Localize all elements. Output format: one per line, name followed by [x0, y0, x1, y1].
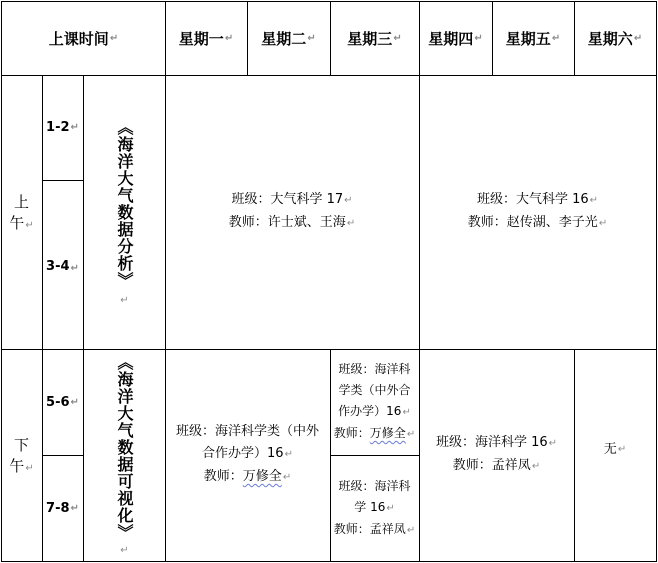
return-mark: ↵ [633, 33, 643, 44]
afternoon-mon-teacher-name: 万修全 [242, 469, 282, 484]
afternoon-thu-class: 班级：海洋科学 16 [435, 435, 548, 450]
header-wed-label: 星期三 [347, 30, 393, 48]
afternoon-wed-top-line3: 作办学）16 [338, 404, 402, 418]
return-mark: ↵ [406, 429, 416, 440]
afternoon-wed-bottom [330, 455, 419, 561]
afternoon-course [83, 349, 165, 561]
period-1-2-label: 1-2 [46, 120, 70, 135]
return-mark: ↵ [617, 444, 627, 455]
return-mark: ↵ [531, 461, 541, 472]
period-3-4-label: 3-4 [46, 259, 70, 274]
return-mark: ↵ [393, 33, 402, 44]
period-5-6 [42, 349, 83, 455]
return-mark: ↵ [70, 502, 79, 514]
afternoon-course-mark: ↵ [120, 545, 129, 556]
period-5-6-label: 5-6 [46, 394, 70, 410]
header-tue [247, 1, 330, 76]
period-7-8 [42, 455, 83, 561]
return-mark: ↵ [386, 502, 395, 514]
period-7-8-label: 7-8 [46, 500, 70, 516]
morning-label-line2: 午 [9, 214, 25, 232]
period-3-4 [42, 180, 83, 349]
afternoon-label [1, 349, 42, 561]
afternoon-mon-class-2: 合作办学）16 [202, 446, 284, 461]
return-mark: ↵ [25, 463, 34, 474]
header-fri [492, 1, 574, 76]
header-fri-label: 星期五 [505, 30, 551, 48]
morning-thu-class: 班级：大气科学 16 [476, 192, 589, 207]
return-mark: ↵ [307, 33, 316, 44]
afternoon-wed-top [330, 349, 419, 455]
return-mark: ↵ [70, 396, 79, 408]
return-mark: ↵ [344, 195, 353, 206]
afternoon-sat-value: 无 [603, 442, 617, 457]
return-mark: ↵ [284, 449, 293, 460]
return-mark: ↵ [598, 218, 608, 229]
afternoon-thu-teacher: 教师：孟祥凤 [452, 458, 531, 473]
afternoon-wed-top-line1: 班级：海洋科 [338, 362, 411, 376]
period-1-2 [42, 75, 83, 180]
afternoon-mon-class-1: 班级：海洋科学类（中外 [175, 424, 319, 439]
morning-mon-block [165, 75, 419, 349]
return-mark: ↵ [346, 218, 356, 229]
return-mark: ↵ [109, 33, 119, 44]
header-sat [574, 1, 656, 76]
afternoon-wed-top-teacher-name: 万修全 [369, 426, 406, 440]
morning-mon-teacher: 教师：许士斌、王海 [228, 215, 346, 230]
header-mon [165, 1, 247, 76]
morning-course-title: 《海洋大气数据分析》 [115, 118, 134, 289]
afternoon-wed-bottom-teacher: 教师：孟祥凤 [333, 521, 406, 536]
return-mark: ↵ [224, 33, 234, 44]
header-mon-label: 星期一 [178, 30, 224, 48]
return-mark: ↵ [282, 472, 292, 483]
morning-thu-block [419, 75, 656, 349]
afternoon-course-title: 《海洋大气数据可视化》 [115, 354, 134, 541]
return-mark: ↵ [25, 220, 34, 231]
header-wed [330, 1, 419, 76]
afternoon-sat [574, 349, 656, 561]
header-time [1, 1, 166, 76]
return-mark: ↵ [406, 524, 416, 536]
return-mark: ↵ [589, 195, 599, 206]
header-sat-label: 星期六 [587, 30, 633, 48]
afternoon-label-line1: 下 [13, 436, 29, 454]
header-thu [419, 1, 492, 76]
morning-course [83, 75, 165, 349]
morning-mon-class: 班级：大气科学 17 [231, 192, 344, 207]
return-mark: ↵ [70, 122, 79, 133]
border-bottom [1, 561, 657, 562]
afternoon-mon-block [165, 349, 330, 561]
return-mark: ↵ [474, 33, 483, 44]
return-mark: ↵ [548, 438, 558, 449]
afternoon-mon-teacher-prefix: 教师： [203, 469, 243, 484]
afternoon-wed-bottom-line1: 班级：海洋科 [338, 478, 411, 493]
border-right [656, 1, 657, 562]
morning-label [1, 75, 42, 349]
afternoon-thu-block [419, 349, 574, 561]
afternoon-wed-top-line2: 学类（中外合 [338, 383, 411, 397]
morning-course-mark: ↵ [120, 294, 129, 306]
return-mark: ↵ [70, 263, 79, 274]
header-tue-label: 星期二 [261, 30, 307, 48]
afternoon-wed-bottom-line2: 学 16 [354, 499, 386, 514]
morning-thu-teacher: 教师：赵传湖、李子光 [467, 215, 598, 230]
afternoon-label-line2: 午 [9, 457, 25, 475]
header-time-label: 上课时间 [48, 30, 109, 48]
return-mark: ↵ [551, 33, 561, 44]
afternoon-wed-top-teacher-prefix: 教师： [333, 426, 370, 440]
header-thu-label: 星期四 [428, 30, 474, 48]
morning-label-line1: 上 [13, 193, 29, 211]
return-mark: ↵ [402, 407, 411, 418]
